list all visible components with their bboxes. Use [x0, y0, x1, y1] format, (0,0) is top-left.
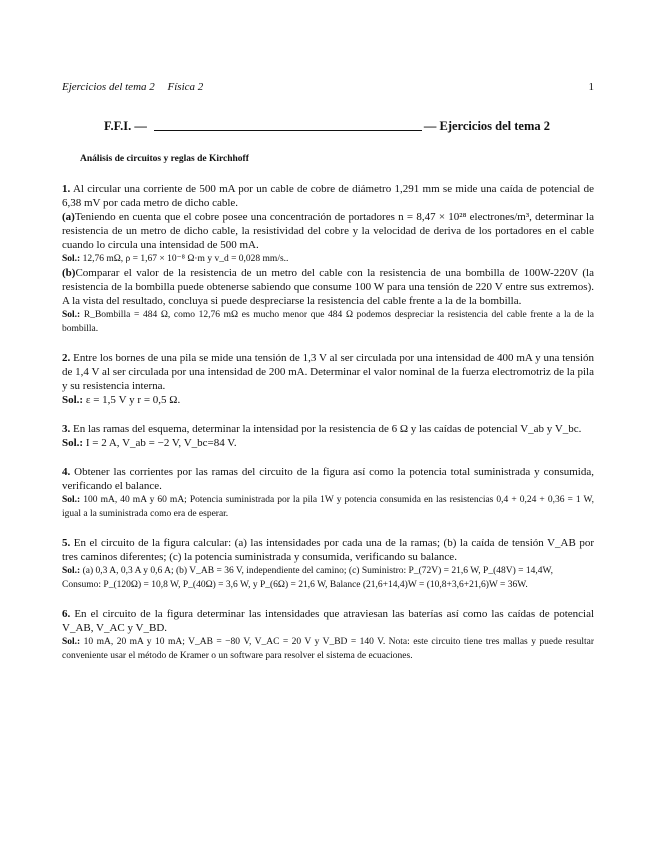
exercise-1-part-a: [62, 210, 594, 252]
exercise-5-text: En el circuito de la figura calcular: (a) las intensidades por cada una de la ramas; (b) la caída de tensión V_AB por tres caminos diferentes; (c) la potencia suministrada y consumida, verificando su balance.: [62, 537, 595, 563]
exercise-6-statement: [62, 607, 594, 635]
solution-line-2: Consumo: P_(120Ω) = 10,8 W, P_(40Ω) = 3,6 W, y P_(6Ω) = 21,6 W, Balance (21,6+14,4)W = (10,8+3,6+21,6)W = 36W.: [62, 580, 528, 590]
exercise-3: [62, 422, 594, 450]
solution-label: Sol.:: [62, 495, 81, 505]
exercise-6: [62, 607, 594, 663]
solution-label: Sol.:: [62, 254, 81, 264]
solution-label: Sol.:: [62, 637, 81, 647]
part-a-text: Teniendo en cuenta que el cobre posee una concentración de portadores n = 8,47 × 10²⁸ electrones/m³, determinar la resistencia de un metro de dicho cable, la resistividad del cobre y la velocidad de deriva de los portadores en el cable cuando lo circula una intensidad de 500 mA.: [62, 211, 594, 251]
exercise-4-statement: [62, 465, 594, 493]
exercise-3-solution: [62, 436, 594, 450]
exercise-number: 2.: [62, 352, 71, 364]
exercise-4: [62, 465, 594, 521]
title-left: F.F.I. —: [104, 119, 147, 133]
section-title: Análisis de circuitos y reglas de Kirchhoff: [80, 154, 249, 164]
running-header: [62, 80, 594, 94]
exercise-2-text: Entre los bornes de una pila se mide una tensión de 1,3 V al ser circulada por una intensidad de 400 mA y una tensión de 1,4 V al ser circulada por una intensidad de 200 mA. Determinar el valor nominal de la fuerza electromotriz de la pila y su resistencia interna.: [62, 352, 595, 392]
exercise-1-statement: [62, 182, 594, 210]
exercise-5: [62, 536, 594, 592]
part-b-text: Comparar el valor de la resistencia de un metro del cable con la resistencia de una bombilla de 100W-220V (la resistencia de la bombilla puede obtenerse sabiendo que consume 100 W para una tensión de 220 V entre sus extremos). A la vista del resultado, concluya si puede despreciarse la resistencia del cable frente a la de la bombilla.: [62, 267, 594, 307]
exercise-number: 3.: [62, 423, 71, 435]
exercise-6-text: En el circuito de la figura determinar las intensidades que atraviesan las baterías así como las caídas de potencial V_AB, V_AC y V_BD.: [62, 608, 595, 634]
document-title: [104, 118, 550, 134]
title-right: — Ejercicios del tema 2: [423, 119, 550, 133]
exercise-4-solution: [62, 493, 594, 521]
exercises-list: [62, 182, 594, 678]
solution-label: Sol.:: [62, 310, 81, 320]
exercise-2-solution: [62, 393, 594, 407]
exercise-number: 6.: [62, 608, 71, 620]
exercise-2: [62, 351, 594, 407]
solution-a-text: 12,76 mΩ, ρ = 1,67 × 10⁻⁸ Ω·m y v_d = 0,028 mm/s..: [82, 254, 289, 264]
page-number: 1: [588, 81, 594, 93]
exercise-number: 4.: [62, 466, 71, 478]
solution-label: Sol.:: [62, 437, 84, 449]
exercise-4-text: Obtener las corrientes por las ramas del circuito de la figura así como la potencia total suministrada y consumida, verificando el balance.: [62, 466, 594, 492]
exercise-number: 5.: [62, 537, 71, 549]
exercise-3-text: En las ramas del esquema, determinar la intensidad por la resistencia de 6 Ω y las caídas de potencial V_ab y V_bc.: [73, 423, 582, 435]
course-title: Ejercicios del tema 2: [62, 81, 155, 93]
exercise-5-statement: [62, 536, 594, 564]
exercise-3-statement: [62, 422, 594, 436]
solution-label: Sol.:: [62, 394, 84, 406]
solution-text: 10 mA, 20 mA y 10 mA; V_AB = −80 V, V_AC = 20 V y V_BD = 140 V. Nota: este circuito tiene tres mallas y puede resultar conveniente usar el método de Kramer o un software para resolver el sistema de ecuaciones.: [62, 637, 595, 661]
solution-b-text: R_Bombilla = 484 Ω, como 12,76 mΩ es mucho menor que 484 Ω podemos despreciar la resistencia del cable frente a la de la bombilla.: [62, 310, 594, 334]
exercise-1: [62, 182, 594, 336]
exercise-1-text: Al circular una corriente de 500 mA por un cable de cobre de diámetro 1,291 mm se mide una caída de potencial de 6,38 mV por cada metro de dicho cable.: [62, 183, 594, 209]
exercise-6-solution: [62, 635, 594, 663]
solution-line-1: (a) 0,3 A, 0,3 A y 0,6 A; (b) V_AB = 36 V, independiente del camino; (c) Suministro: P_(72V) = 21,6 W, P_(48V) = 14,4W,: [82, 566, 553, 576]
solution-text: 100 mA, 40 mA y 60 mA; Potencia suministrada por la pila 1W y potencia consumida en las resistencias 0,4 + 0,24 + 0,36 = 1 W, igual a la suministrada como era de esperar.: [62, 495, 595, 519]
exercise-1-part-b: [62, 266, 594, 308]
solution-text: ε = 1,5 V y r = 0,5 Ω.: [85, 394, 181, 406]
exercise-2-statement: [62, 351, 594, 393]
part-a-label: (a): [62, 211, 75, 223]
exercise-1-solution-b: [62, 308, 594, 336]
exercise-1-solution-a: [62, 252, 594, 266]
part-b-label: (b): [62, 267, 76, 279]
title-rule: [154, 130, 422, 131]
exercise-5-solution: [62, 564, 594, 592]
solution-label: Sol.:: [62, 566, 81, 576]
solution-text: I = 2 A, V_ab = −2 V, V_bc=84 V.: [85, 437, 237, 449]
exercise-number: 1.: [62, 183, 71, 195]
subject-title: Física 2: [167, 81, 204, 93]
